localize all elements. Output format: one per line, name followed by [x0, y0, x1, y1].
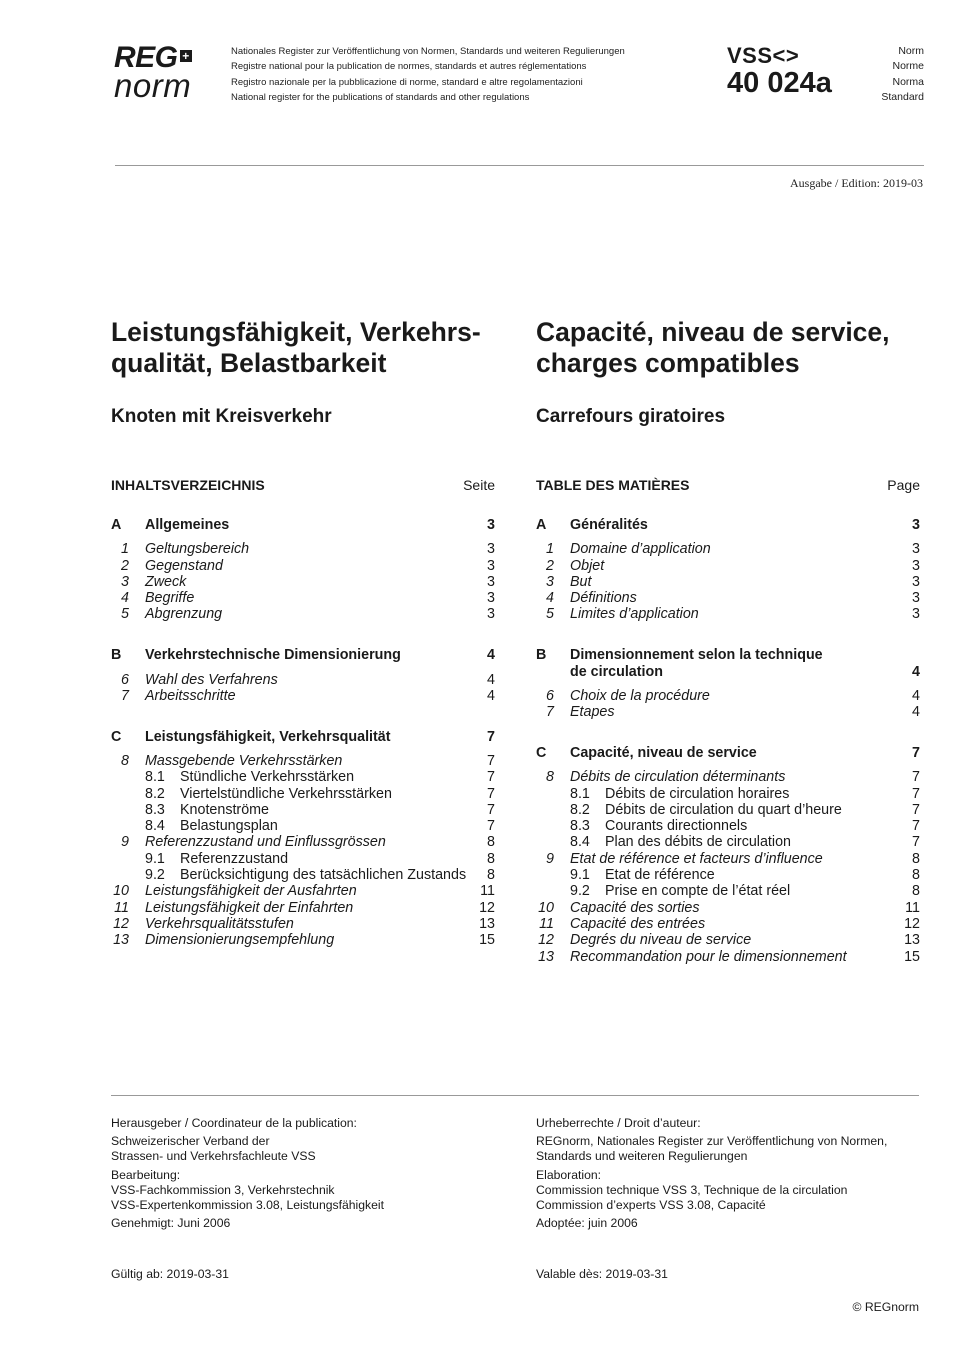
- toc-entry-number: 8.2: [145, 785, 165, 802]
- toc-entry-page: 3: [487, 590, 495, 607]
- toc-entry-title: Wahl des Verfahrens: [145, 671, 278, 688]
- toc-entry[interactable]: [111, 688, 495, 704]
- toc-entry-page: 7: [487, 801, 495, 818]
- copyright: © REGnorm: [852, 1300, 919, 1314]
- toc-entry-title: Capacité des sorties: [570, 899, 700, 916]
- toc-entry-page: 3: [912, 541, 920, 558]
- toc-entry[interactable]: [536, 606, 920, 622]
- toc-entry-page: 8: [912, 867, 920, 884]
- toc-entry-title: Recommandation pour le dimensionnement: [570, 948, 847, 965]
- toc-entry-number: 8.1: [570, 785, 590, 802]
- doc-type-fr: Norme: [892, 60, 924, 73]
- toc-entry-number: 3: [121, 573, 129, 590]
- toc-entry-page: 3: [912, 573, 920, 590]
- toc-entry-title: Prise en compte de l’état réel: [605, 883, 791, 900]
- toc-entry-title: Abgrenzung: [145, 606, 223, 623]
- toc-entry-number: 3: [546, 573, 554, 590]
- toc-header-fr: [536, 477, 920, 493]
- toc-entry-page: 3: [487, 557, 495, 574]
- toc-entry-number: 2: [546, 557, 554, 574]
- toc-entry-title: Définitions: [570, 590, 637, 607]
- toc-entry[interactable]: [536, 851, 920, 867]
- toc-page-label-fr: Page: [887, 477, 920, 493]
- title-de-line1: Leistungsfähigkeit, Verkehrs-: [111, 317, 481, 347]
- toc-entry-page: 12: [904, 915, 920, 932]
- footer-fr-edit-2: Commission d’experts VSS 3.08, Capacité: [536, 1198, 766, 1213]
- toc-entry[interactable]: [111, 867, 495, 883]
- toc-entry-page: 7: [487, 728, 495, 745]
- toc-entry-page: 4: [487, 687, 495, 704]
- toc-entry[interactable]: [111, 818, 495, 834]
- toc-entry-number: 8: [546, 769, 554, 786]
- toc-entry-page: 8: [487, 850, 495, 867]
- toc-entry[interactable]: [111, 834, 495, 850]
- toc-entry-title: Dimensionierungsempfehlung: [145, 932, 335, 949]
- register-line-en: National register for the publications of standards and other regulations: [231, 92, 530, 104]
- toc-entry-page: 4: [912, 687, 920, 704]
- toc-entry-number: 11: [114, 899, 129, 916]
- toc-entry-number: 8: [121, 752, 129, 769]
- toc-entry-title: Leistungsfähigkeit, Verkehrsqualität: [145, 728, 391, 745]
- toc-entry[interactable]: [111, 932, 495, 948]
- toc-entry[interactable]: [111, 517, 495, 533]
- register-line-fr: Registre national pour la publication de normes, standards et autres réglementations: [231, 61, 587, 73]
- toc-entry-page: 3: [912, 557, 920, 574]
- toc-entry-number: 7: [546, 704, 554, 721]
- toc-entry-title: Gegenstand: [145, 557, 223, 574]
- logo-reg-text: REG: [114, 41, 178, 74]
- toc-entry-title: Belastungsplan: [180, 818, 278, 835]
- footer-de: [111, 1116, 511, 1231]
- toc-entry-page: 13: [904, 932, 920, 949]
- toc-entry-page: 7: [487, 818, 495, 835]
- toc-entry-number: 8.3: [570, 818, 590, 835]
- toc-entry-title: Capacité, niveau de service: [570, 744, 757, 761]
- toc-entry[interactable]: [536, 688, 920, 704]
- toc-entry-page: 3: [487, 606, 495, 623]
- toc-entry-page: 7: [912, 801, 920, 818]
- doc-type-it: Norma: [892, 75, 924, 88]
- toc-entry-page: 8: [487, 867, 495, 884]
- toc-entry[interactable]: [111, 647, 495, 663]
- footer-fr-copyright-2: Standards und weiteren Regulierungen: [536, 1149, 748, 1164]
- toc-entry[interactable]: [111, 590, 495, 606]
- toc-entry[interactable]: [111, 541, 495, 557]
- subtitle-de: Knoten mit Kreisverkehr: [111, 406, 332, 427]
- doc-type-en: Standard: [881, 91, 924, 104]
- toc-entry-number: 9: [121, 834, 129, 851]
- toc-entry[interactable]: [536, 541, 920, 557]
- toc-entry-title: Plan des débits de circulation: [605, 834, 791, 851]
- toc-entry-title: Viertelstündliche Verkehrsstärken: [180, 785, 392, 802]
- toc-entry-number: 5: [546, 606, 554, 623]
- toc-entry-title: [570, 647, 823, 680]
- toc-entry[interactable]: [536, 818, 920, 834]
- regnorm-logo: [114, 41, 192, 104]
- toc-entry-number: B: [536, 647, 547, 664]
- toc-entry-page: 11: [905, 899, 920, 916]
- footer-fr-adopted: Adoptée: juin 2006: [536, 1216, 638, 1231]
- toc-entry-title: Zweck: [145, 573, 187, 590]
- toc-entry-number: 8.4: [570, 834, 590, 851]
- toc-entry-title: Débits de circulation du quart d’heure: [605, 801, 842, 818]
- valid-from-fr: Valable dès: 2019-03-31: [536, 1267, 668, 1281]
- toc-entry[interactable]: [536, 900, 920, 916]
- footer-de-publisher-label: Herausgeber / Coordinateur de la publication:: [111, 1116, 357, 1130]
- toc-entry[interactable]: [111, 802, 495, 818]
- toc-entry-title: Knotenströme: [180, 801, 270, 818]
- toc-entry-page: 8: [487, 834, 495, 851]
- footer-de-publisher-2: Strassen- und Verkehrsfachleute VSS: [111, 1149, 316, 1164]
- toc-entry[interactable]: [111, 916, 495, 932]
- title-de-line2: qualität, Belastbarkeit: [111, 348, 387, 378]
- toc-entry[interactable]: [536, 883, 920, 899]
- toc-entry-title-line1: Dimensionnement selon la technique: [570, 647, 823, 664]
- toc-entry-number: 8.2: [570, 801, 590, 818]
- toc-entry[interactable]: [111, 851, 495, 867]
- toc-entry[interactable]: [111, 769, 495, 785]
- toc-entry-title: Limites d’application: [570, 606, 699, 623]
- header-divider: [115, 165, 924, 166]
- toc-entry-title: Referenzzustand: [180, 850, 289, 867]
- toc-entry-page: 4: [912, 704, 920, 721]
- toc-entry-number: 8.4: [145, 818, 165, 835]
- toc-entry[interactable]: [536, 867, 920, 883]
- footer-fr-edit-1: Commission technique VSS 3, Technique de la circulation: [536, 1182, 848, 1197]
- vss-logo: VSS<>: [727, 43, 800, 68]
- edition-date: Ausgabe / Edition: 2019-03: [790, 176, 923, 190]
- footer-divider: [111, 1095, 919, 1096]
- toc-entry[interactable]: [536, 932, 920, 948]
- toc-entry[interactable]: [536, 558, 920, 574]
- title-de: [111, 317, 481, 379]
- toc-entry-number: 9.2: [570, 883, 590, 900]
- toc-entry-title: Capacité des entrées: [570, 915, 706, 932]
- footer-de-edit-label: Bearbeitung:: [111, 1167, 181, 1182]
- toc-header-de: [111, 477, 495, 493]
- toc-entry-page: 8: [912, 883, 920, 900]
- toc-entry-title: Leistungsfähigkeit der Ausfahrten: [145, 883, 357, 900]
- valid-from-de: Gültig ab: 2019-03-31: [111, 1267, 229, 1281]
- toc-entry-number: 8.3: [145, 801, 165, 818]
- toc-entry-title: Massgebende Verkehrsstärken: [145, 752, 343, 769]
- toc-entry-number: 4: [121, 590, 129, 607]
- title-fr-line2: charges compatibles: [536, 348, 800, 378]
- toc-entry-title: Domaine d’application: [570, 541, 711, 558]
- document-type: [881, 44, 924, 106]
- toc-page-label-de: Seite: [463, 477, 495, 493]
- toc-entry-title: Verkehrsqualitätsstufen: [145, 915, 294, 932]
- vss-block: [727, 44, 832, 99]
- toc-entry-page: 7: [487, 752, 495, 769]
- title-fr: [536, 317, 890, 379]
- toc-entry-page: 3: [487, 517, 495, 533]
- footer-fr: [536, 1116, 936, 1231]
- footer-fr-copyright-1: REGnorm, Nationales Register zur Veröffentlichung von Normen,: [536, 1134, 888, 1149]
- toc-entry[interactable]: [536, 574, 920, 590]
- toc-entry-page: 7: [912, 818, 920, 835]
- toc-entry-page: 15: [904, 948, 920, 965]
- toc-entry-page: 12: [479, 899, 495, 916]
- footer-de-publisher-1: Schweizerischer Verband der: [111, 1134, 270, 1149]
- register-line-it: Registro nazionale per la pubblicazione di norme, standard e altre regolamentazioni: [231, 76, 583, 88]
- toc-entry-number: 4: [546, 590, 554, 607]
- toc-entry[interactable]: [536, 704, 920, 720]
- register-description: [231, 44, 625, 106]
- toc-entry-page: 7: [912, 834, 920, 851]
- toc-entry-number: 1: [121, 541, 129, 558]
- toc-entry-title: Degrés du niveau de service: [570, 932, 752, 949]
- toc-entry-title: Arbeitsschritte: [145, 687, 236, 704]
- subtitle-fr: Carrefours giratoires: [536, 406, 726, 427]
- toc-entry-number: 8.1: [145, 769, 165, 786]
- toc-entry[interactable]: [111, 558, 495, 574]
- toc-entry-page: 11: [480, 883, 495, 900]
- toc-entry-number: 12: [113, 915, 129, 932]
- toc-entry-number: 6: [121, 671, 129, 688]
- toc-entry-page: 4: [912, 663, 920, 680]
- toc-entry-title-line2: de circulation: [570, 663, 663, 680]
- toc-entry-number: 13: [538, 948, 554, 965]
- toc-entry[interactable]: [536, 745, 920, 761]
- toc-entry-title: Choix de la procédure: [570, 687, 710, 704]
- toc-entry-number: C: [111, 728, 122, 745]
- toc-heading-de: INHALTSVERZEICHNIS: [111, 477, 265, 493]
- toc-entry-page: 7: [487, 769, 495, 786]
- toc-entry-number: 10: [538, 899, 554, 916]
- toc-entry[interactable]: [111, 753, 495, 769]
- title-fr-line1: Capacité, niveau de service,: [536, 317, 890, 347]
- toc-entry[interactable]: [111, 606, 495, 622]
- toc-entry[interactable]: [111, 729, 495, 745]
- toc-entry[interactable]: [111, 574, 495, 590]
- toc-entry-number: B: [111, 647, 122, 664]
- toc-entry-title: Etat de référence: [605, 867, 715, 884]
- toc-entry-number: 6: [546, 687, 554, 704]
- toc-entry-title: Généralités: [570, 517, 648, 533]
- toc-entry-title: Referenzzustand und Einflussgrössen: [145, 834, 386, 851]
- toc-list-de: [111, 517, 495, 949]
- toc-entry-number: 11: [539, 915, 554, 932]
- footer-de-approved: Genehmigt: Juni 2006: [111, 1216, 231, 1231]
- toc-entry-title: Begriffe: [145, 590, 195, 607]
- toc-entry-title: Allgemeines: [145, 517, 230, 533]
- toc-entry-number: A: [111, 517, 122, 533]
- toc-entry[interactable]: [536, 517, 920, 533]
- register-line-de: Nationales Register zur Veröffentlichung von Normen, Standards und weiteren Regulierungen: [231, 46, 625, 57]
- toc-entry-title: Courants directionnels: [605, 818, 748, 835]
- toc-entry-page: 7: [487, 785, 495, 802]
- toc-entry-title: Débits de circulation horaires: [605, 785, 790, 802]
- footer-de-edit-1: VSS-Fachkommission 3, Verkehrstechnik: [111, 1182, 335, 1197]
- document-number: 40 024a: [727, 67, 832, 99]
- toc-entry-page: 7: [912, 769, 920, 786]
- toc-entry-title: Objet: [570, 557, 605, 574]
- toc-entry-number: 13: [113, 932, 129, 949]
- toc-heading-fr: TABLE DES MATIÈRES: [536, 477, 690, 493]
- toc-entry-title: But: [570, 573, 592, 590]
- toc-entry[interactable]: [536, 769, 920, 785]
- toc-entry[interactable]: [536, 647, 920, 680]
- doc-type-de: Norm: [898, 45, 924, 57]
- toc-entry-number: 9.2: [145, 867, 165, 884]
- toc-entry-number: 7: [121, 687, 129, 704]
- toc-entry-title: Geltungsbereich: [145, 541, 250, 558]
- toc-entry-page: 3: [912, 606, 920, 623]
- toc-entry-number: 10: [113, 883, 129, 900]
- toc-entry[interactable]: [111, 786, 495, 802]
- toc-entry[interactable]: [111, 883, 495, 899]
- toc-entry-title: Verkehrstechnische Dimensionierung: [145, 647, 401, 664]
- toc-entry[interactable]: [111, 672, 495, 688]
- toc-entry-number: 5: [121, 606, 129, 623]
- toc-entry-number: 12: [538, 932, 554, 949]
- toc-entry-page: 4: [487, 671, 495, 688]
- toc-entry-title: Débits de circulation déterminants: [570, 769, 786, 786]
- toc-entry-title: Berücksichtigung des tatsächlichen Zustands: [180, 867, 467, 884]
- toc-entry-page: 8: [912, 850, 920, 867]
- toc-entry-title: Etapes: [570, 704, 615, 721]
- toc-entry[interactable]: [536, 949, 920, 965]
- footer-fr-copyright-label: Urheberrechte / Droit d’auteur:: [536, 1116, 701, 1130]
- toc-entry-page: 7: [912, 744, 920, 761]
- toc-entry-number: 2: [121, 557, 129, 574]
- toc-entry-number: 9: [546, 850, 554, 867]
- toc-entry[interactable]: [536, 786, 920, 802]
- toc-entry-page: 13: [479, 915, 495, 932]
- toc-entry-title: Leistungsfähigkeit der Einfahrten: [145, 899, 354, 916]
- footer-fr-edit-label: Elaboration:: [536, 1167, 602, 1182]
- toc-entry-number: 1: [546, 541, 554, 558]
- toc-entry-title: Etat de référence et facteurs d’influence: [570, 850, 823, 867]
- toc-entry-number: C: [536, 744, 547, 761]
- toc-list-fr: [536, 517, 920, 965]
- toc-entry-number: 9.1: [145, 850, 165, 867]
- toc-entry-page: 7: [912, 785, 920, 802]
- toc-entry-page: 15: [479, 932, 495, 949]
- toc-entry[interactable]: [536, 834, 920, 850]
- swiss-cross-icon: +: [180, 50, 192, 62]
- toc-entry-page: 3: [912, 590, 920, 607]
- toc-entry-page: 3: [487, 573, 495, 590]
- toc-entry-title: Stündliche Verkehrsstärken: [180, 769, 355, 786]
- logo-norm-text: norm: [114, 67, 192, 104]
- footer-de-edit-2: VSS-Expertenkommission 3.08, Leistungsfähigkeit: [111, 1198, 385, 1213]
- toc-entry-page: 4: [487, 647, 495, 664]
- toc-entry-number: 9.1: [570, 867, 590, 884]
- toc-entry-number: A: [536, 517, 547, 533]
- toc-entry-page: 3: [487, 541, 495, 558]
- toc-entry[interactable]: [536, 802, 920, 818]
- toc-entry[interactable]: [536, 590, 920, 606]
- toc-entry-page: 3: [912, 517, 920, 533]
- toc-entry[interactable]: [536, 916, 920, 932]
- toc-entry[interactable]: [111, 900, 495, 916]
